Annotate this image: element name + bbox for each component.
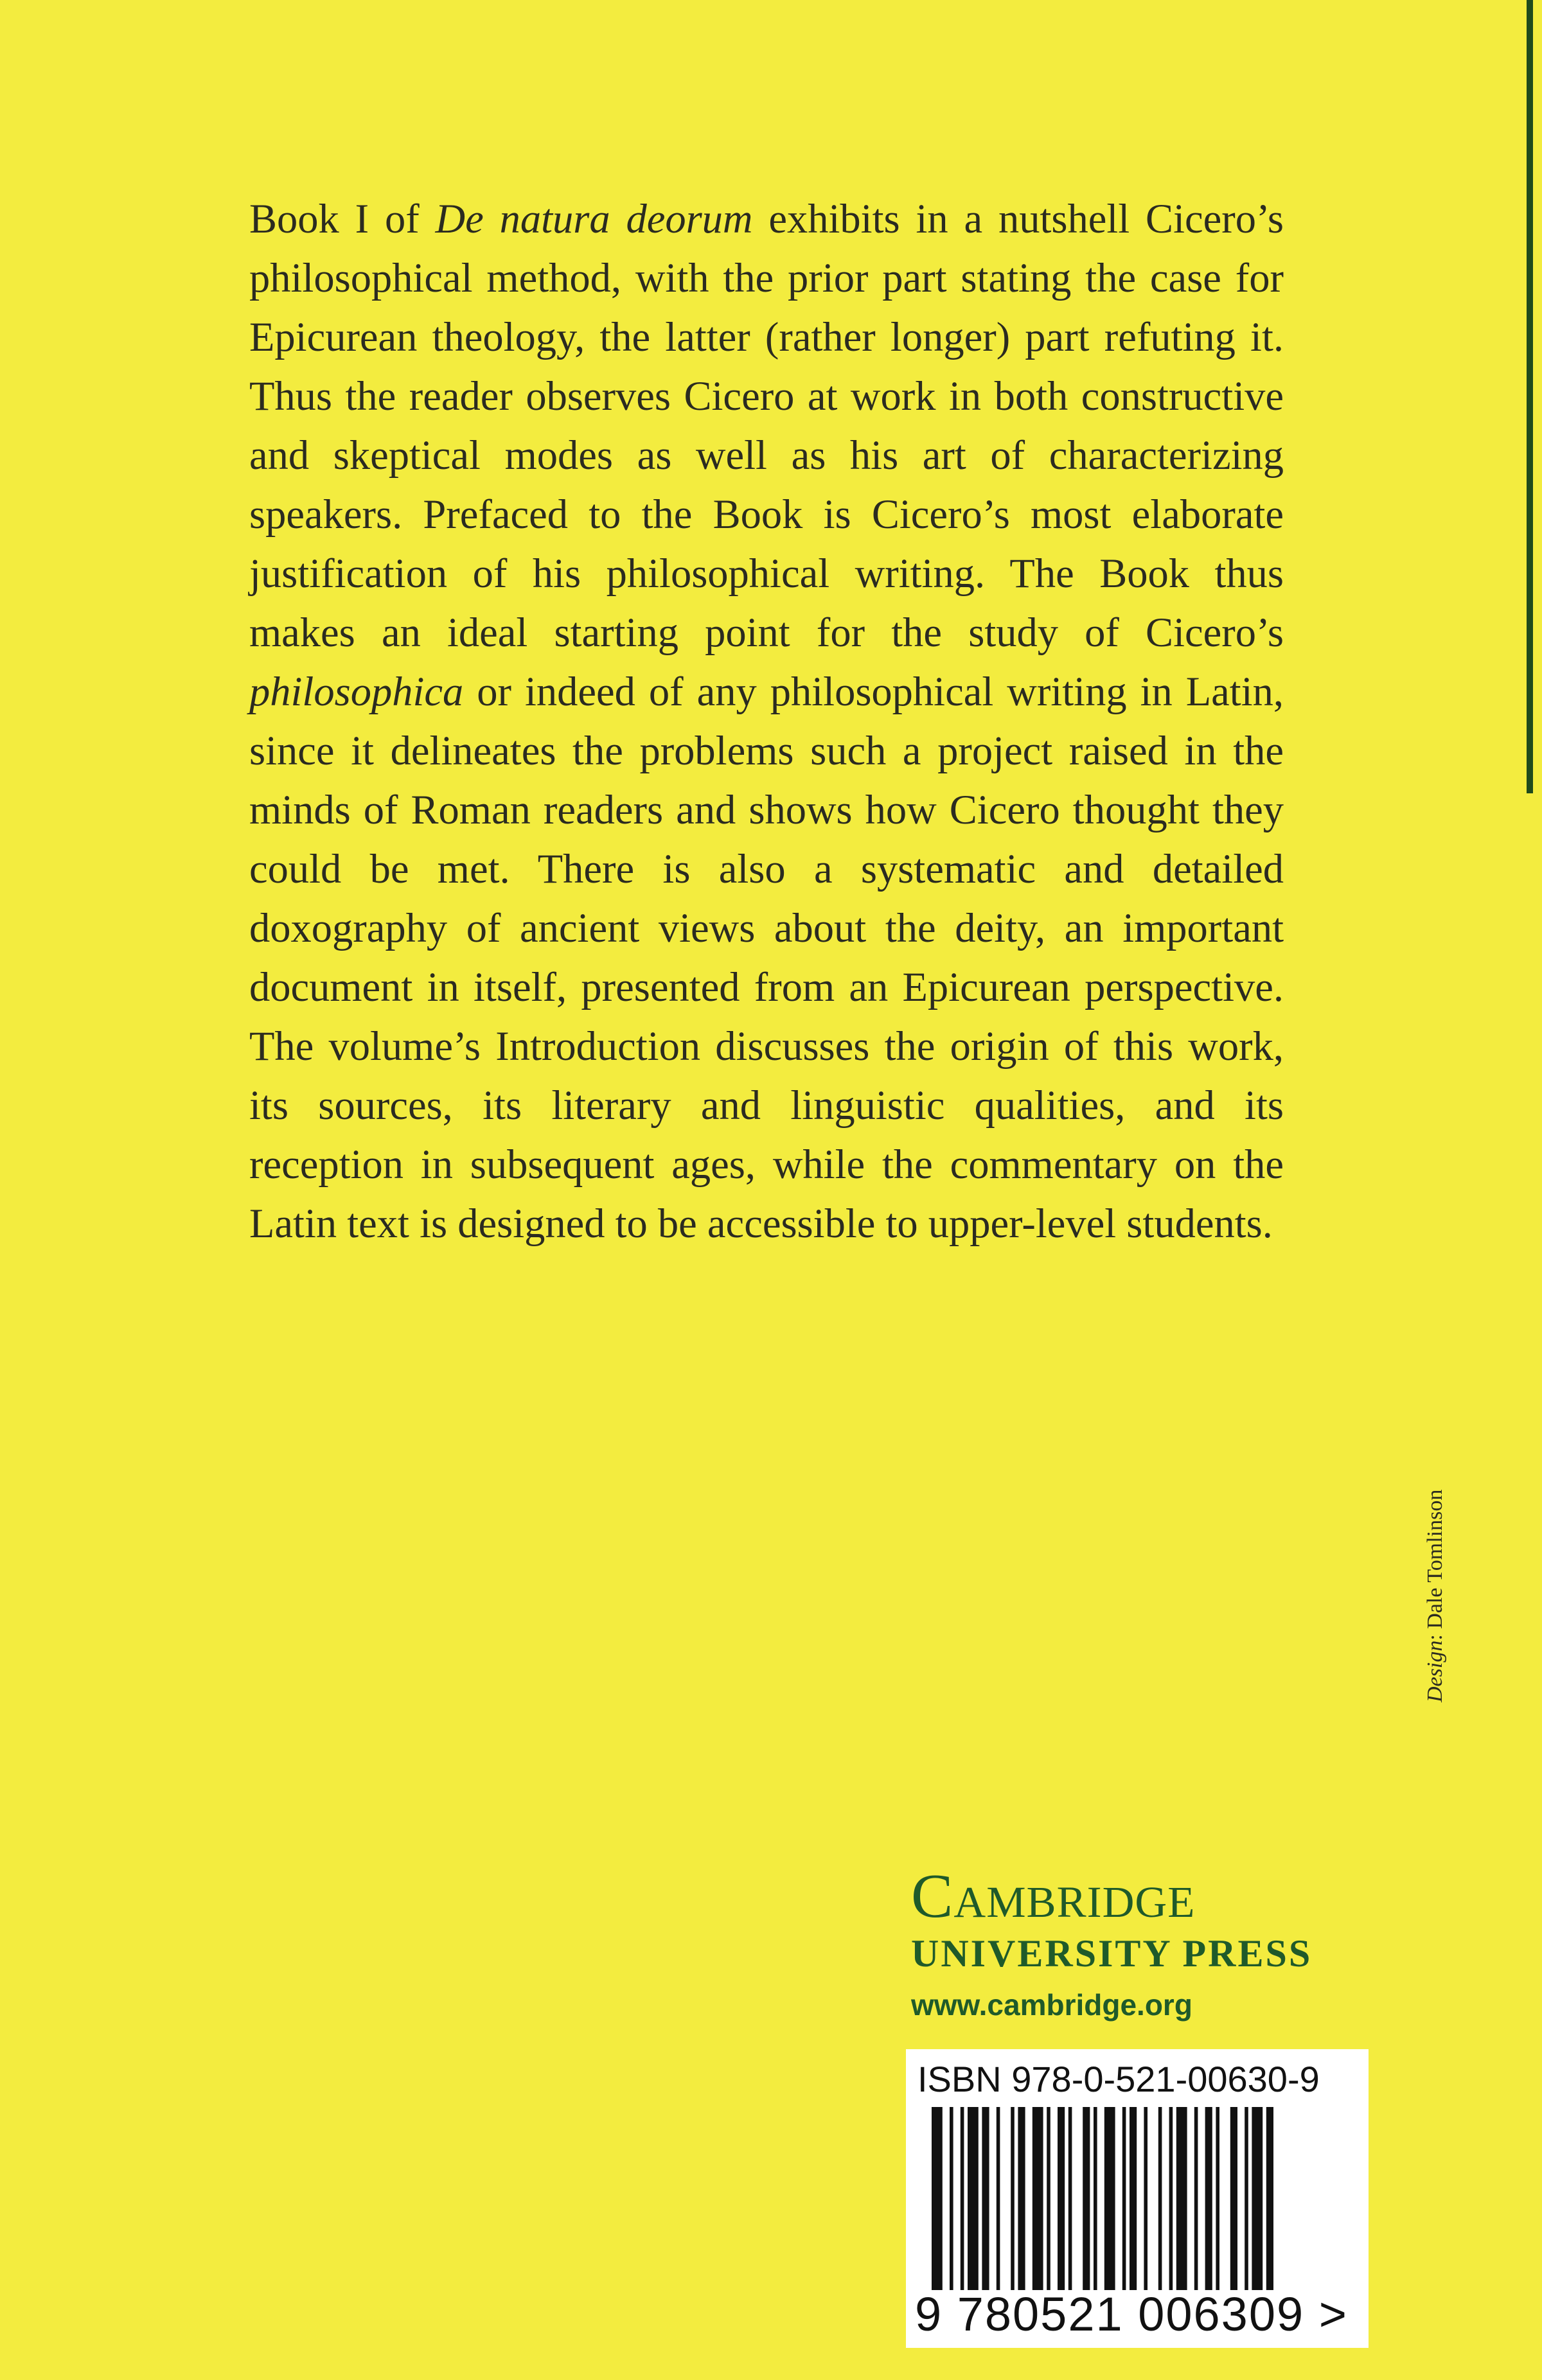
barcode-bar bbox=[1130, 2107, 1137, 2290]
barcode-bar bbox=[1216, 2107, 1219, 2290]
barcode-bar bbox=[997, 2107, 1000, 2290]
barcode-bar bbox=[1266, 2107, 1273, 2290]
barcode-bar bbox=[1104, 2107, 1115, 2290]
barcode-bar bbox=[1245, 2107, 1248, 2290]
publisher-logo bbox=[911, 1863, 1361, 2022]
design-credit bbox=[1423, 1490, 1448, 1702]
design-credit-separator: : bbox=[1423, 1628, 1447, 1641]
design-credit-label: Design bbox=[1423, 1640, 1447, 1702]
barcode-bar bbox=[932, 2107, 943, 2290]
barcode-bar bbox=[1083, 2107, 1090, 2290]
barcode-bar bbox=[1058, 2107, 1065, 2290]
barcode-digits: 9 780521 006309 > bbox=[915, 2287, 1348, 2341]
barcode-bar bbox=[1194, 2107, 1198, 2290]
back-cover-blurb bbox=[249, 190, 1284, 1253]
barcode-bar bbox=[1094, 2107, 1097, 2290]
barcode-bar bbox=[1122, 2107, 1126, 2290]
barcode-bar bbox=[1230, 2107, 1237, 2290]
barcode-bar bbox=[950, 2107, 953, 2290]
barcode-bar bbox=[1018, 2107, 1025, 2290]
barcode-bar bbox=[1047, 2107, 1050, 2290]
blurb-paragraph bbox=[249, 190, 1284, 1253]
barcode-box bbox=[906, 2049, 1369, 2348]
publisher-url[interactable]: www.cambridge.org bbox=[911, 1988, 1192, 2022]
blurb-philosophica-italic: philosophica bbox=[249, 669, 464, 714]
design-credit-name: Dale Tomlinson bbox=[1423, 1489, 1447, 1629]
barcode-bar bbox=[961, 2107, 964, 2290]
barcode-bar bbox=[1252, 2107, 1263, 2290]
barcode-bar bbox=[1169, 2107, 1173, 2290]
publisher-name: Cambridge bbox=[911, 1862, 1196, 1931]
blurb-text-3: or indeed of any philosophical writing in Latin, since it delineates the problems such a project raised in the minds of Roman readers and shows how Cicero thought they could be met. There is also a systematic and detailed doxography of ancient views about the deity, an important document in itself, presented from an Epicurean perspective. The volume’s Introduction discusses the origin of this work, its sources, its literary and linguistic qualities, and its reception in subsequent ages, while the commentary on the Latin text is designed to be accessible to upper-level students. bbox=[249, 669, 1284, 1246]
blurb-title-italic: De natura deorum bbox=[435, 196, 753, 242]
barcode-icon bbox=[932, 2107, 1343, 2290]
publisher-press: UNIVERSITY PRESS bbox=[911, 1932, 1313, 1975]
barcode-bar bbox=[1176, 2107, 1187, 2290]
barcode-bar bbox=[1158, 2107, 1162, 2290]
barcode-bar bbox=[982, 2107, 989, 2290]
barcode-bar bbox=[1011, 2107, 1015, 2290]
spine-edge bbox=[1527, 0, 1533, 793]
barcode-bar bbox=[1144, 2107, 1148, 2290]
barcode-bar bbox=[1032, 2107, 1043, 2290]
barcode-bar bbox=[968, 2107, 979, 2290]
barcode-bar bbox=[1205, 2107, 1212, 2290]
blurb-text-2: exhibits in a nutshell Cicero’s philosophical method, with the prior part stating the case for Epicurean theology, the latter (rather longer) part refuting it. Thus the reader observes Cicero at work in both constructive and skeptical modes as well as his art of characterizing speakers. Prefaced to the Book is Cicero’s most elaborate justification of his philosophical writing. The Book thus makes an ideal starting point for the study of Cicero’s bbox=[249, 196, 1284, 655]
barcode-bar bbox=[1068, 2107, 1072, 2290]
isbn-label: ISBN 978-0-521-00630-9 bbox=[917, 2059, 1320, 2099]
blurb-text-1: Book I of bbox=[249, 196, 436, 242]
